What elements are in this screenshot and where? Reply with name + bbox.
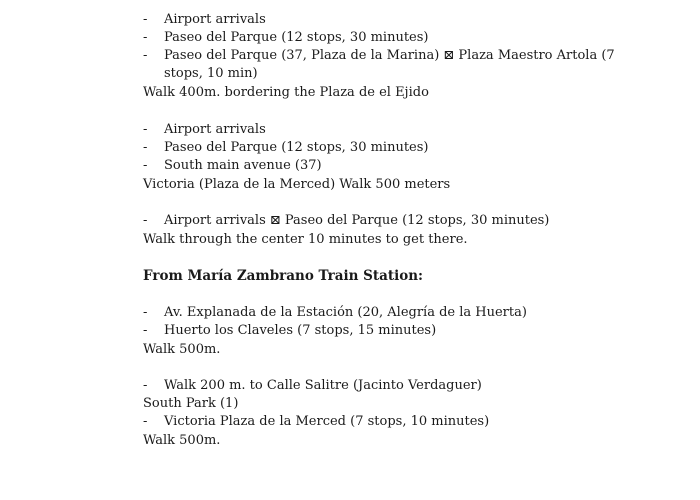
- bullet-dash: -: [143, 414, 148, 429]
- list-item: [143, 139, 428, 157]
- section-heading: From María Zambrano Train Station:: [143, 268, 423, 284]
- list-item-text: Walk 200 m. to Calle Salitre (Jacinto Verdaguer): [164, 378, 482, 393]
- bullet-dash: -: [143, 48, 148, 63]
- list-item: [143, 29, 428, 47]
- list-item-text: Paseo del Parque (12 stops, 30 minutes): [164, 30, 429, 45]
- list-item-text: Huerto los Claveles (7 stops, 15 minutes): [164, 323, 437, 338]
- list-item-text: Airport arrivals: [164, 12, 266, 27]
- list-item-text: Victoria Plaza de la Merced (7 stops, 10 minutes): [164, 414, 490, 429]
- bullet-dash: -: [143, 140, 148, 155]
- list-item: [143, 377, 482, 395]
- bullet-dash: -: [143, 305, 148, 320]
- list-item: [143, 212, 549, 230]
- bullet-dash: -: [143, 12, 148, 27]
- list-item: [143, 47, 615, 65]
- list-item-text: Paseo del Parque (37, Plaza de la Marina) ⊠ Plaza Maestro Artola (7: [164, 48, 615, 63]
- plain-line: South Park (1): [143, 396, 239, 411]
- bullet-dash: -: [143, 122, 148, 137]
- list-item: [143, 157, 322, 175]
- list-item: [143, 11, 266, 29]
- bullet-dash: -: [143, 323, 148, 338]
- list-item-text: Airport arrivals: [164, 122, 266, 137]
- walk-instruction: Walk 400m. bordering the Plaza de el Ejido: [143, 85, 429, 100]
- list-item: [143, 322, 436, 340]
- bullet-dash: -: [143, 378, 148, 393]
- list-item: [143, 304, 527, 322]
- bullet-dash: -: [143, 30, 148, 45]
- list-item-text: Av. Explanada de la Estación (20, Alegría de la Huerta): [164, 305, 527, 320]
- list-item: [143, 121, 266, 139]
- list-item-continuation: stops, 10 min): [164, 66, 258, 81]
- list-item: [143, 413, 489, 431]
- list-item-text: Paseo del Parque (12 stops, 30 minutes): [164, 140, 429, 155]
- list-item-text: Airport arrivals ⊠ Paseo del Parque (12 stops, 30 minutes): [164, 213, 550, 228]
- list-item-text: South main avenue (37): [164, 158, 322, 173]
- walk-instruction: Victoria (Plaza de la Merced) Walk 500 meters: [143, 177, 451, 192]
- walk-instruction: Walk through the center 10 minutes to get there.: [143, 232, 468, 247]
- walk-instruction: Walk 500m.: [143, 433, 221, 448]
- bullet-dash: -: [143, 213, 148, 228]
- walk-instruction: Walk 500m.: [143, 342, 221, 357]
- bullet-dash: -: [143, 158, 148, 173]
